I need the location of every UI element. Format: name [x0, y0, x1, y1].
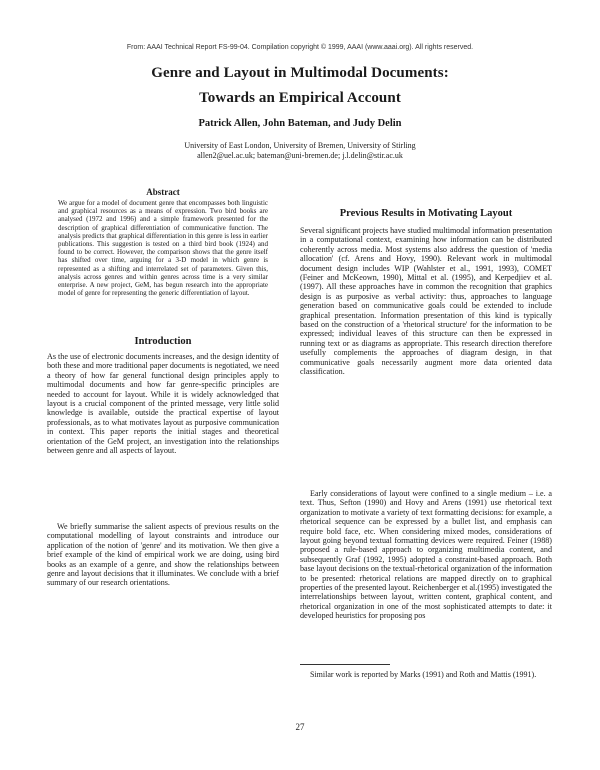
affiliations: University of East London, University of Bremen, University of Stirling [184, 141, 416, 150]
abstract-heading: Abstract [146, 187, 180, 197]
footnote: Similar work is reported by Marks (1991) and Roth and Mattis (1991). [310, 670, 537, 679]
footnote-divider [300, 664, 390, 665]
source-header: From: AAAI Technical Report FS-99-04. Compilation copyright © 1999, AAAI (www.aaai.org). All rights reserved. [126, 44, 474, 51]
previous-results-paragraph: Several significant projects have studied multimodal information presentation in a computational context, examining how information can be distributed coherently across media. Most systems also address the question of 'media allocation' (cf. Arens and Hovy, 1990). Relevant work in multimodal document design includes WIP (Wahlster et al., 1991, 1993), COMET (Feiner and McKeown, 1990), Mittal et al. (1995), and Kerpedjiev et al.(1997). All these approaches have in common the recognition that graphics design is as purposive as verbal activity: thus, approaches to language generation based on communicative goals could be extended to include graphical presentation. Information presentation of this kind is typically based on the construction of a 'rhetorical structure' for the information to be expressed; individual leaves of this structure can then be expressed in running text or as diagrams as appropriate. This research direction therefore usefully complements the approaches of diagram design, in that communicative goals necessarily augment more data oriented data classification. [300, 226, 552, 377]
author-emails: allen2@uel.ac.uk; bateman@uni-bremen.de; j.l.delin@stir.ac.uk [197, 151, 403, 160]
authors: Patrick Allen, John Bateman, and Judy Delin [198, 118, 402, 129]
paper-title-line1: Genre and Layout in Multimodal Documents: [151, 65, 449, 81]
paper-title-line2: Towards an Empirical Account [199, 90, 401, 106]
previous-results-heading: Previous Results in Motivating Layout [339, 208, 513, 219]
introduction-paragraph: As the use of electronic documents increases, and the design identity of both these and more traditional paper documents is negotiated, we need a theory of how far general functional design principles apply to multimodal documents and how far genre-specific principles are needed to account for layout. While it is widely acknowledged that layout is a crucial component of the printed message, very little solid knowledge is available, outside the practical expertise of layout professionals, as to what motivates layout as purposive communication in context. This paper reports the initial stages and theoretical orientation of the GeM project, an investigation into the relationships between genre and all aspects of layout. [47, 352, 279, 456]
page-number: 27 [295, 722, 305, 732]
abstract-text: We argue for a model of document genre that encompasses both linguistic and graphical resources as a means of expression. Two bird books are analysed (1972 and 1996) and a simple framework presented for the description of graphical differentiation of communicative function. The analysis predicts that graphical differentiation in this genre is less in earlier publications. This suggestion is tested on a third bird book (1924) and found to be correct. However, the comparison shows that the genre itself has shifted over time, arguing for a 3-D model in which genre is represented as a shifting and interrelated set of parameters. Given this, analysis across genres and within genres across time is a very similar enterprise. A new project, GeM, has begun research into the appropriate model of genre for representing the generic differentiation of layout. [58, 199, 268, 298]
previous-results-paragraph: Early considerations of layout were confined to a single medium – i.e. a text. Thus, Sefton (1990) and Hovy and Arens (1991) use rhetorical text organization to motivate a variety of text formatting decisions: for example, a rhetorical sequence can be expressed by a bullet list, and emphasis can require bold face, etc. When considering mixed modes, considerations of layout going beyond textual formatting devices were required. Feiner (1988) proposed a rule-based approach to organizing multimedia content, and subsequently Graf (1992, 1995) adopted a constraint-based approach. Both base layout decisions on the textual-rhetorical organization of the information to be presented: rhetorical relations are mapped directly on to graphical properties of the presented layout. Reichenberger et al.(1995) investigated the interrelationships between layout, written content, graphical content, and rhetorical organization in one of the most sophisticated attempts to date: it developed heuristics for proposing pos [300, 489, 552, 621]
introduction-paragraph: We briefly summarise the salient aspects of previous results on the computational modelling of layout constraints and introduce our application of the notion of 'genre' and its motivation. We then give a brief example of the kind of empirical work we are doing, using bird books as an example of a genre, and show the relationships between genre and layout decisions that it illuminates. We conclude with a brief summary of our research orientations. [47, 522, 279, 588]
introduction-heading: Introduction [134, 336, 192, 347]
